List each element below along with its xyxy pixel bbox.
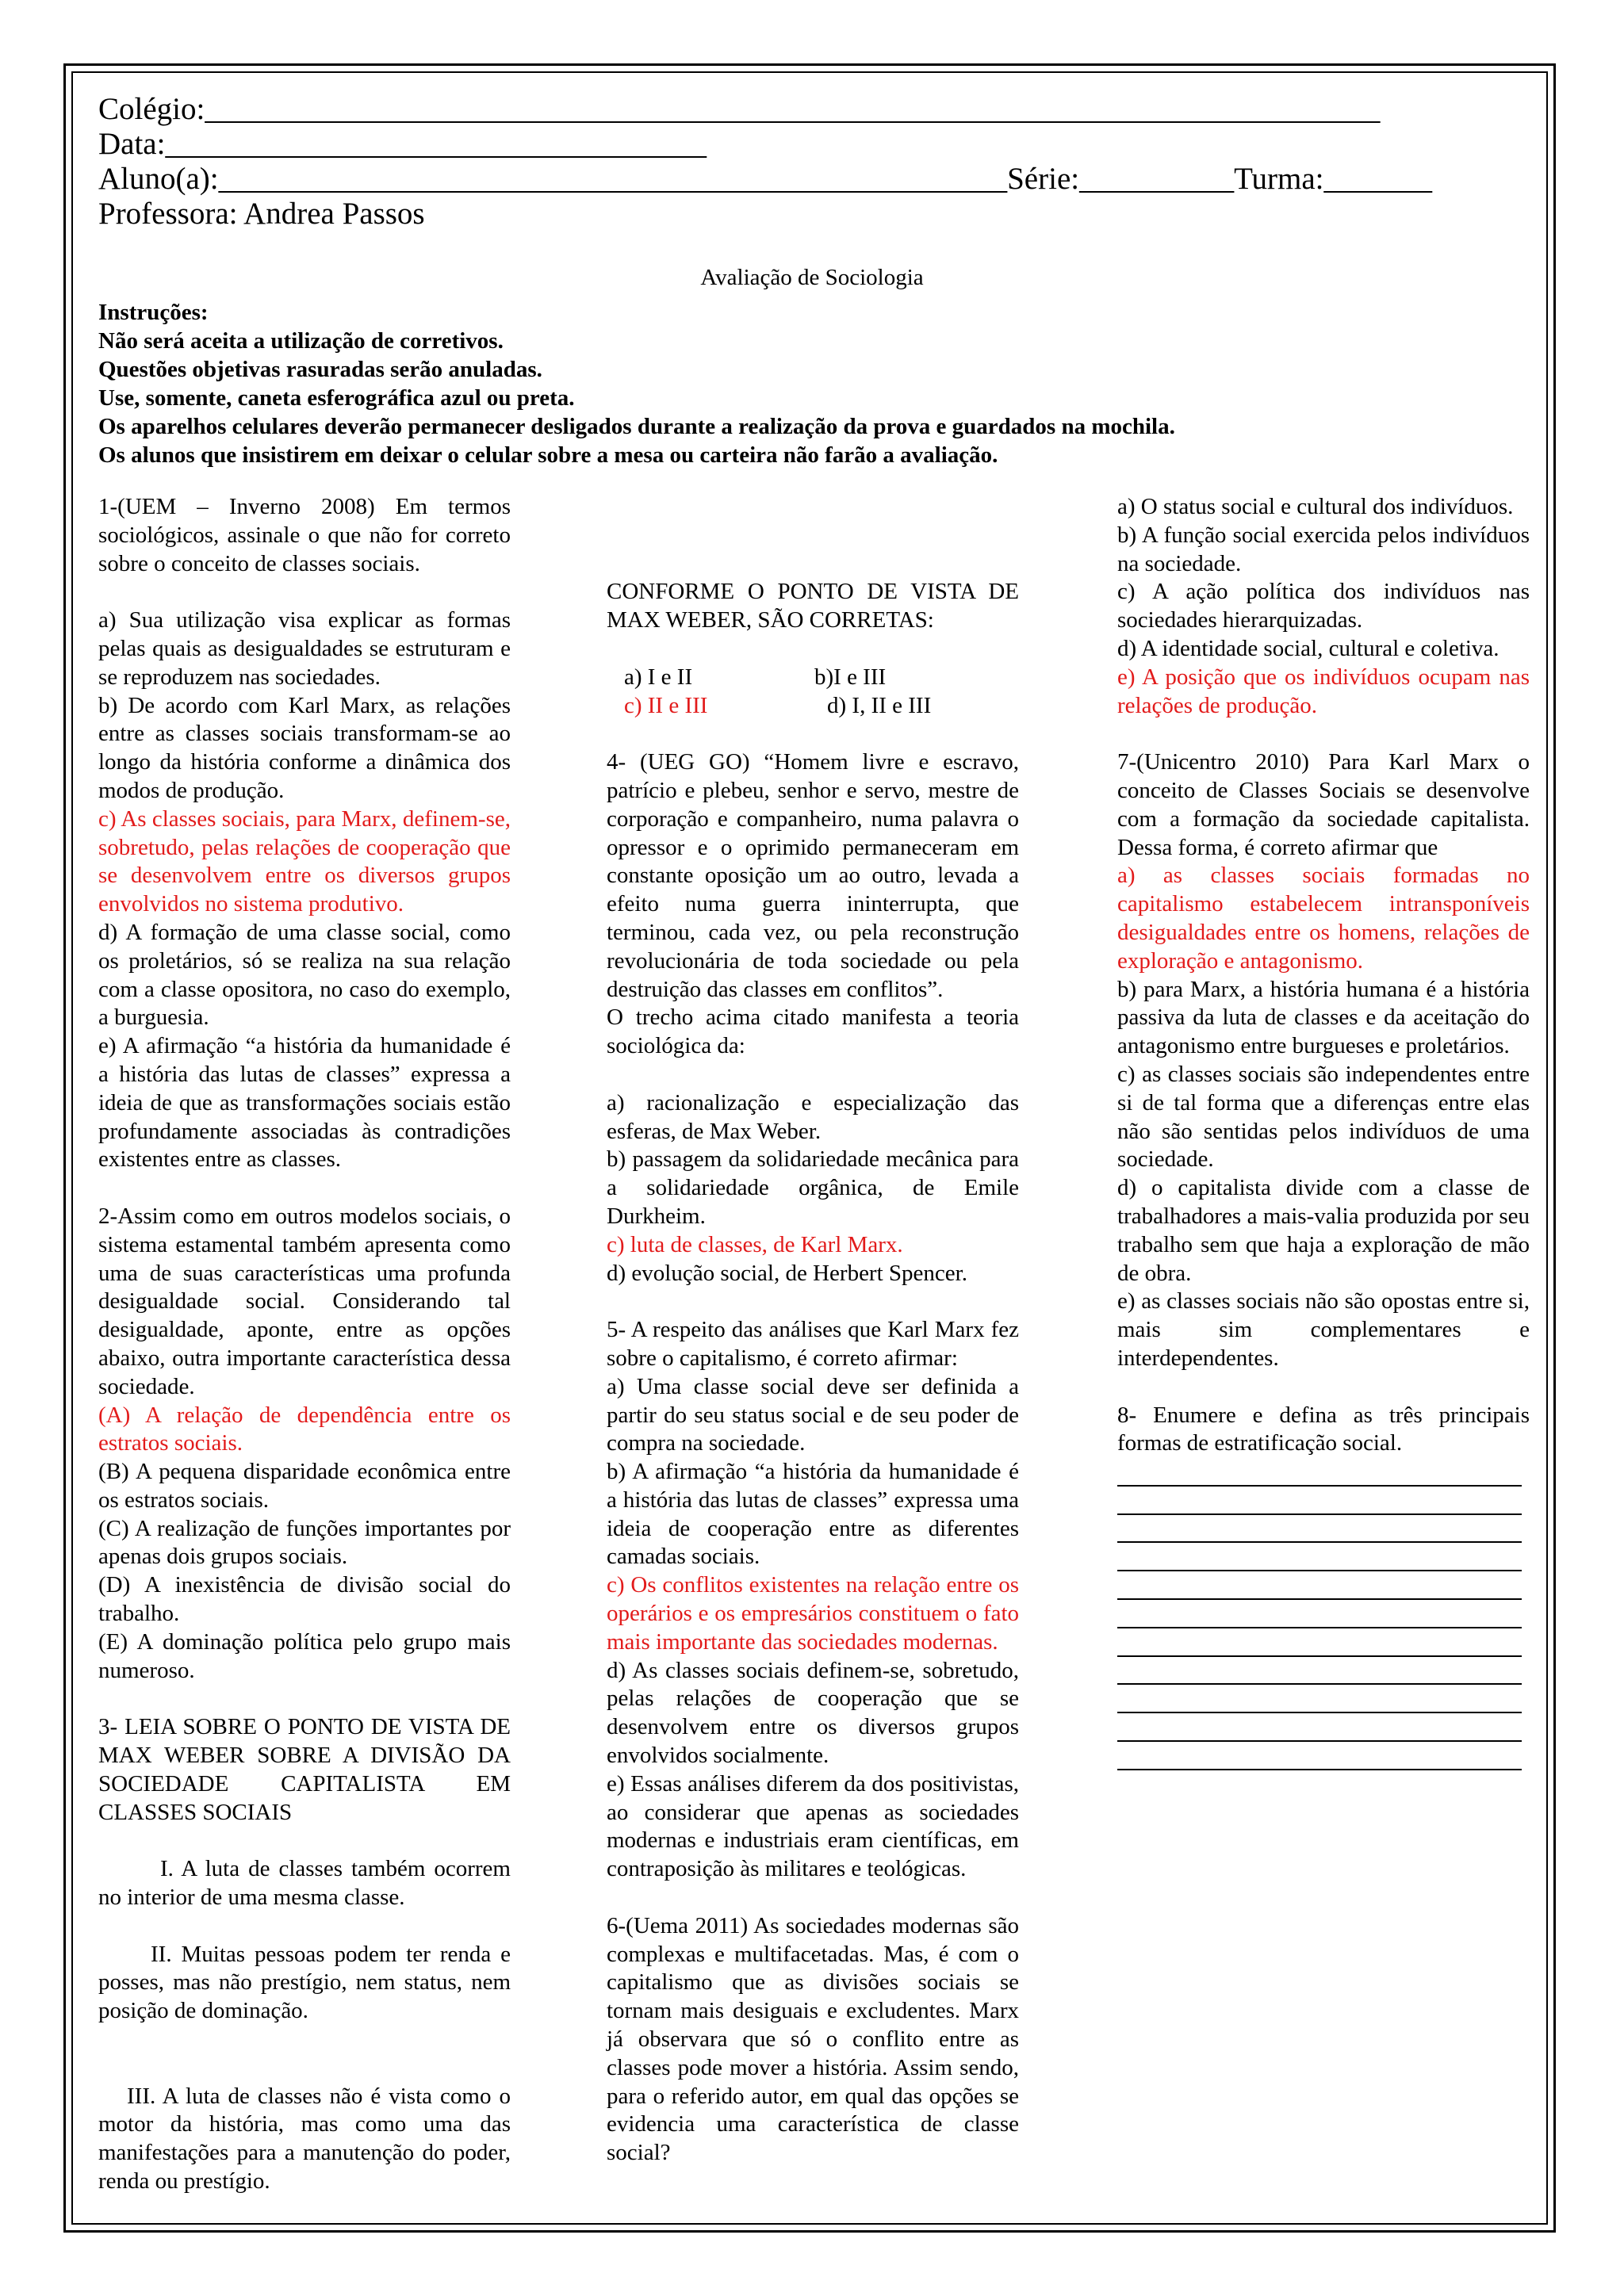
answer-line[interactable] <box>1117 1543 1522 1571</box>
q7-option-e: e) as classes sociais não são opostas entre si, mais sim complementares e interdependentes. <box>1117 1288 1530 1371</box>
professora-label: Professora: Andrea Passos <box>98 197 425 231</box>
q7-option-a: a) as classes sociais formadas no capitalismo estabelecem intransponíveis desigualdades entre os homens, relações de exploração e antagonismo. <box>1117 863 1530 974</box>
column-3 <box>1117 493 1530 1770</box>
q5-option-e: e) Essas análises diferem da dos positivistas, ao considerar que apenas as sociedades modernas e industriais eram científicas, em contraposição às militares e teológicas. <box>607 1770 1019 1882</box>
instructions-heading: Instruções: <box>98 300 209 325</box>
q1-option-c: c) As classes sociais, para Marx, definem-se, sobretudo, pelas relações de cooperação que se desenvolvem entre os diversos grupos envolvidos no sistema produtivo. <box>98 806 511 917</box>
q3-option-b: b)I e III <box>814 664 887 690</box>
q4-prompt: O trecho acima citado manifesta a teoria sociológica da: <box>607 1004 1019 1059</box>
answer-line[interactable] <box>1117 1628 1522 1657</box>
q1-option-a: a) Sua utilização visa explicar as formas pelas quais as desigualdades se estruturam e se reproduzem nas sociedades. <box>98 607 511 690</box>
answer-line[interactable] <box>1117 1685 1522 1713</box>
answer-line[interactable] <box>1117 1600 1522 1628</box>
q7-option-b: b) para Marx, a história humana é a história passiva da luta de classes e da aceitação do antagonismo entre burgueses e proletários. <box>1117 976 1530 1059</box>
colegio-field: Colégio:____________________________________________________________________________ <box>98 92 1381 126</box>
q1-stem: 1-(UEM – Inverno 2008) Em termos sociológicos, assinale o que não for correto sobre o conceito de classes sociais. <box>98 494 511 576</box>
q2-option-c: (C) A realização de funções importantes por apenas dois grupos sociais. <box>98 1515 511 1570</box>
answer-line[interactable] <box>1117 1742 1522 1770</box>
q7-option-c: c) as classes sociais são independentes entre si de tal forma que a diferenças entre elas não são sentidas pelos indivíduos de uma sociedade. <box>1117 1061 1530 1173</box>
q7-option-d: d) o capitalista divide com a classe de trabalhadores a mais-valia produzida por seu trabalho sem que haja a exploração de mão de obra. <box>1117 1175 1530 1286</box>
column-1 <box>98 493 511 2196</box>
q4-option-a: a) racionalização e especialização das esferas, de Max Weber. <box>607 1089 1019 1144</box>
q2-option-d: (D) A inexistência de divisão social do trabalho. <box>98 1572 511 1627</box>
q3-stem: 3- LEIA SOBRE O PONTO DE VISTA DE MAX WEBER SOBRE A DIVISÃO DA SOCIEDADE CAPITALISTA EM CLASSES SOCIAIS <box>98 1714 511 1825</box>
q6-stem: 6-(Uema 2011) As sociedades modernas são complexas e multifacetadas. Mas, é com o capitalismo que as divisões sociais se tornam mais desiguais e excludentes. Marx já observara que só o conflito entre as classes pode mover a história. Assim sendo, para o referido autor, em qual das opções se evidencia uma característica de classe social? <box>607 1912 1019 2166</box>
answer-line[interactable] <box>1117 1487 1522 1515</box>
q6-option-d: d) A identidade social, cultural e coletiva. <box>1117 635 1500 661</box>
answer-line[interactable] <box>1117 1515 1522 1544</box>
q3-statement-i: I. A luta de classes também ocorrem no interior de uma mesma classe. <box>98 1856 511 1911</box>
data-field: Data:___________________________________ <box>98 127 707 161</box>
q3-options-row-1 <box>607 664 1019 692</box>
q4-option-b: b) passagem da solidariedade mecânica para a solidariedade orgânica, de Emile Durkheim. <box>607 1146 1019 1229</box>
q5-option-c: c) Os conflitos existentes na relação entre os operários e os empresários constituem o fato mais importante das sociedades modernas. <box>607 1572 1019 1655</box>
header <box>98 92 1478 232</box>
column-2 <box>607 493 1019 2168</box>
answer-line[interactable] <box>1117 1657 1522 1686</box>
instruction-item: Não será aceita a utilização de corretivos. <box>98 328 504 354</box>
q3-option-d: d) I, II e III <box>827 692 932 718</box>
q2-option-e: (E) A dominação política pelo grupo mais numeroso. <box>98 1628 511 1683</box>
q2-option-b: (B) A pequena disparidade econômica entre os estratos sociais. <box>98 1459 511 1513</box>
q4-option-d: d) evolução social, de Herbert Spencer. <box>607 1260 967 1286</box>
q1-option-b: b) De acordo com Karl Marx, as relações entre as classes sociais transformam-se ao longo da história conforme a dinâmica dos modos de produção. <box>98 692 511 803</box>
q1-option-e: e) A afirmação “a história da humanidade é a história das lutas de classes” expressa a ideia de que as transformações sociais estão profundamente associadas às contradições existentes entre as classes. <box>98 1033 511 1173</box>
q2-stem: 2-Assim como em outros modelos sociais, o sistema estamental também apresenta como uma de suas características uma profunda desigualdade social. Considerando tal desigualdade, aponte, entre as opções abaixo, outra importante característica dessa sociedade. <box>98 1203 511 1399</box>
q5-option-b: b) A afirmação “a história da humanidade é a história das lutas de classes” expressa uma ideia de cooperação entre as diferentes camadas sociais. <box>607 1459 1019 1570</box>
q3-statement-iii: III. A luta de classes não é vista como o motor da história, mas como uma das manifestações para a manutenção do poder, renda ou prestígio. <box>98 2083 511 2195</box>
q3-prompt: CONFORME O PONTO DE VISTA DE MAX WEBER, SÃO CORRETAS: <box>607 579 1019 633</box>
q7-stem: 7-(Unicentro 2010) Para Karl Marx o conceito de Classes Sociais se desenvolve com a formação da sociedade capitalista. Dessa forma, é correto afirmar que <box>1117 749 1530 860</box>
instruction-item: Os aparelhos celulares deverão permanecer desligados durante a realização da prova e guardados na mochila. <box>98 414 1175 439</box>
q4-stem: 4- (UEG GO) “Homem livre e escravo, patrício e plebeu, senhor e servo, mestre de corporação e companheiro, numa palavra o opressor e o oprimido permaneceram em constante oposição um ao outro, levada a efeito numa guerra ininterrupta, que terminou, cada vez, ou pela reconstrução revolucionária de toda sociedade ou pela destruição das classes em conflitos”. <box>607 749 1019 1002</box>
q1-option-d: d) A formação de uma classe social, como os proletários, só se realiza na sua relação com a classe opositora, no caso do exemplo, a burguesia. <box>98 919 511 1031</box>
q8-stem: 8- Enumere e defina as três principais formas de estratificação social. <box>1117 1402 1530 1456</box>
q5-option-d: d) As classes sociais definem-se, sobretudo, pelas relações de cooperação que se desenvolvem entre os diversos grupos envolvidos socialmente. <box>607 1657 1019 1769</box>
q5-option-a: a) Uma classe social deve ser definida a partir do seu status social e de seu poder de compra na sociedade. <box>607 1373 1019 1456</box>
q6-option-a: a) O status social e cultural dos indivíduos. <box>1117 494 1514 519</box>
q3-options-row-2 <box>607 692 1019 721</box>
instruction-item: Use, somente, caneta esferográfica azul ou preta. <box>98 385 575 411</box>
answer-line[interactable] <box>1117 1713 1522 1742</box>
q4-option-c: c) luta de classes, de Karl Marx. <box>607 1231 903 1257</box>
page-title: Avaliação de Sociologia <box>700 265 924 290</box>
answer-line[interactable] <box>1117 1458 1522 1487</box>
q3-option-a: a) I e II <box>624 664 693 690</box>
aluno-field: Aluno(a):___________________________________________________Série:__________Turma:_______ <box>98 162 1433 196</box>
instruction-item: Questões objetivas rasuradas serão anuladas. <box>98 357 542 382</box>
q6-option-b: b) A função social exercida pelos indivíduos na sociedade. <box>1117 522 1530 576</box>
q5-stem: 5- A respeito das análises que Karl Marx fez sobre o capitalismo, é correto afirmar: <box>607 1317 1019 1371</box>
answer-line[interactable] <box>1117 1571 1522 1600</box>
instruction-item: Os alunos que insistirem em deixar o celular sobre a mesa ou carteira não farão a avaliação. <box>98 442 998 468</box>
q3-option-c: c) II e III <box>624 692 708 718</box>
q6-option-c: c) A ação política dos indivíduos nas sociedades hierarquizadas. <box>1117 579 1530 633</box>
q3-statement-ii: II. Muitas pessoas podem ter renda e posses, mas não prestígio, nem status, nem posição de dominação. <box>98 1941 511 2024</box>
q2-option-a: (A) A relação de dependência entre os estratos sociais. <box>98 1402 511 1456</box>
instructions <box>98 298 1526 469</box>
q6-option-e: e) A posição que os indivíduos ocupam nas relações de produção. <box>1117 664 1530 718</box>
